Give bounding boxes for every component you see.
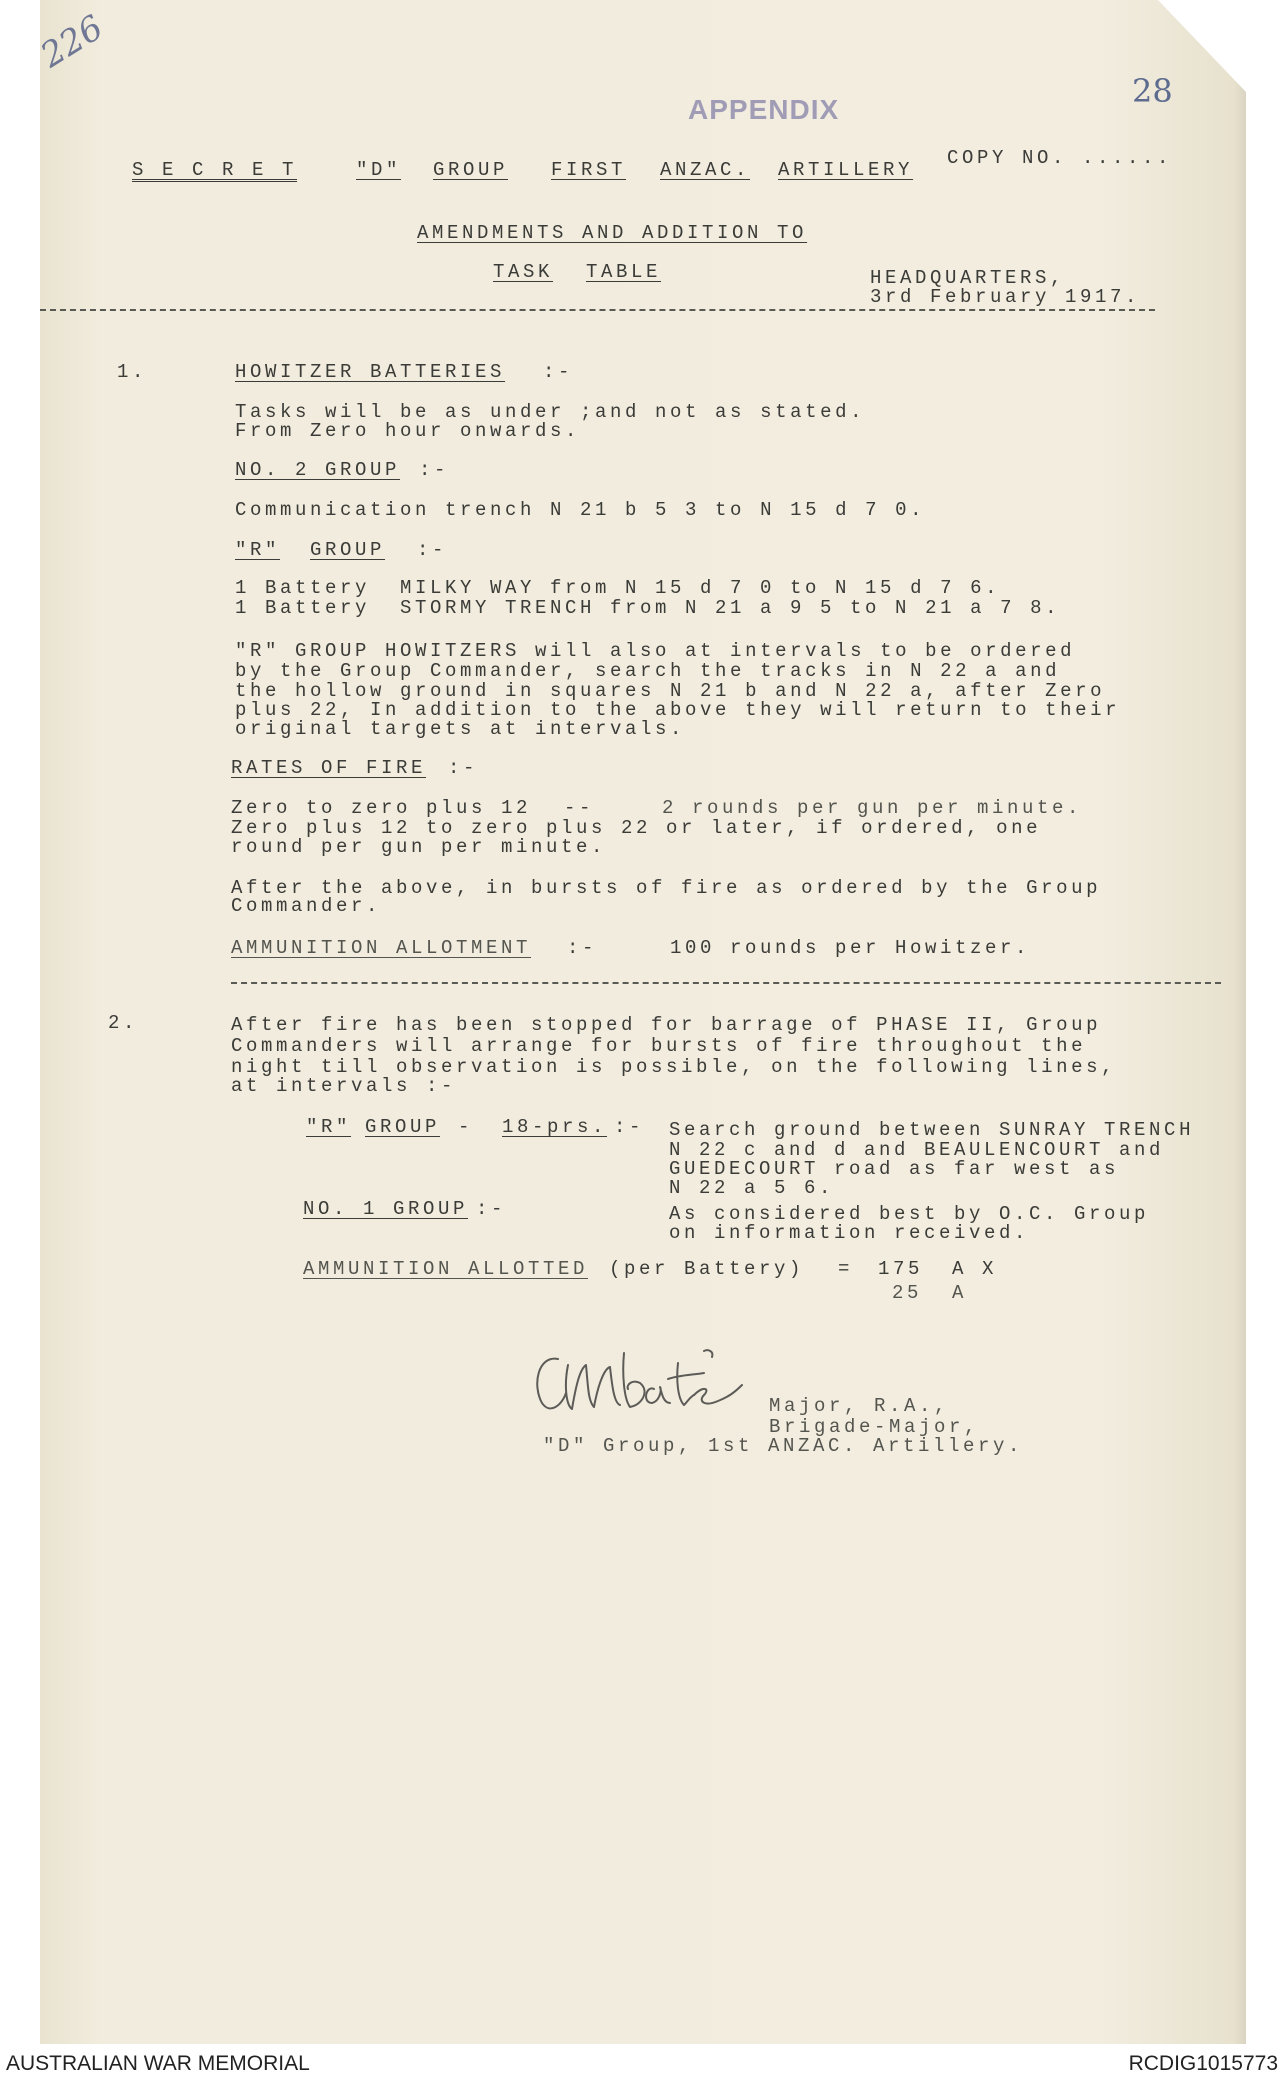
text-line: night till observation is possible, on the following lines, (231, 1056, 1117, 1078)
heading-suffix: :- (448, 757, 479, 779)
section-number: 2. (108, 1012, 139, 1034)
title-word: "D" (356, 159, 402, 181)
group-label: "R" (235, 539, 281, 561)
ammunition-heading: AMMUNITION ALLOTMENT (231, 937, 532, 959)
ammunition-equals: = (838, 1258, 854, 1280)
task-line: Search ground between SUNRAY TRENCH (669, 1119, 1195, 1141)
task-line: GUEDECOURT road as far west as (669, 1158, 1120, 1180)
task-line: N 22 c and d and BEAULENCOURT and (669, 1139, 1165, 1161)
battery-unit: 1 Battery (235, 577, 371, 599)
group-word: GROUP (365, 1116, 441, 1138)
text-line: After fire has been stopped for barrage of PHASE II, Group (231, 1014, 1102, 1036)
ammunition-heading: AMMUNITION ALLOTTED (303, 1258, 589, 1280)
signatory-rank: Major, R.A., (769, 1395, 950, 1417)
signature (528, 1345, 778, 1425)
ammunition-detail: (per Battery) (609, 1258, 805, 1280)
text-line: at intervals :- (231, 1075, 457, 1097)
subtitle-word: TASK (493, 261, 554, 283)
subtitle: AMENDMENTS AND ADDITION TO (417, 222, 808, 244)
ammunition-type: A X (952, 1258, 998, 1280)
headquarters: HEADQUARTERS, (870, 267, 1066, 289)
footer-record-id: RCDIG1015773 (1128, 2052, 1278, 2075)
text-line: Zero to zero plus 12 (231, 797, 532, 819)
heading-suffix: :- (567, 937, 598, 959)
archive-number: 226 (34, 7, 111, 76)
battery-task: MILKY WAY from N 15 d 7 0 to N 15 d 7 6. (400, 577, 1001, 599)
divider (231, 982, 1221, 984)
appendix-stamp: APPENDIX (688, 94, 840, 125)
group-heading: NO. 2 GROUP (235, 459, 401, 481)
ammunition-value: 100 rounds per Howitzer. (670, 937, 1031, 959)
text-line: Commander. (231, 895, 382, 917)
text-line: After the above, in bursts of fire as ordered by the Group (231, 877, 1102, 899)
text-line: 2 rounds per gun per minute. (662, 797, 1083, 819)
ammunition-qty: 175 (878, 1258, 924, 1280)
date: 3rd February 1917. (870, 286, 1141, 308)
text-dash: -- (564, 797, 595, 819)
section-number: 1. (117, 361, 148, 383)
classification: S E C R E T (132, 159, 298, 181)
text-line: round per gun per minute. (231, 836, 607, 858)
text-dash: - (458, 1116, 474, 1138)
text-line: the hollow ground in squares N 21 b and N 22 a, after Zero (235, 680, 1106, 702)
battery-task: STORMY TRENCH from N 21 a 9 5 to N 21 a 7 8. (400, 597, 1061, 619)
text-line: Zero plus 12 to zero plus 22 or later, if ordered, one (231, 817, 1042, 839)
text-line: plus 22, In addition to the above they will return to their (235, 699, 1121, 721)
title-word: ANZAC. (660, 159, 751, 181)
signatory-title: Brigade-Major, (769, 1416, 980, 1438)
page-number: 28 (1132, 72, 1173, 110)
task-line: As considered best by O.C. Group (669, 1203, 1150, 1225)
group-word: GROUP (310, 539, 386, 561)
signatory-unit: "D" Group, 1st ANZAC. Artillery. (543, 1435, 1024, 1457)
text-line: Communication trench N 21 b 5 3 to N 15 d 7 0. (235, 499, 926, 521)
text-line: Tasks will be as under ;and not as stated. (235, 401, 866, 423)
text-line: original targets at intervals. (235, 718, 686, 740)
subtitle-word: TABLE (586, 261, 662, 283)
battery-unit: 1 Battery (235, 597, 371, 619)
title-word: ARTILLERY (778, 159, 914, 181)
heading-suffix: :- (417, 539, 448, 561)
group-heading: NO. 1 GROUP (303, 1198, 469, 1220)
rates-heading: RATES OF FIRE (231, 757, 427, 779)
footer-institution: AUSTRALIAN WAR MEMORIAL (6, 2052, 310, 2075)
heading-suffix: :- (476, 1198, 507, 1220)
copy-number: COPY NO. ...... (947, 147, 1173, 169)
divider (40, 309, 1155, 311)
task-line: N 22 a 5 6. (669, 1177, 835, 1199)
ammunition-qty: 25 (892, 1282, 923, 1304)
ammunition-type: A (952, 1282, 968, 1304)
group-label: "R" (306, 1116, 352, 1138)
heading-suffix: :- (419, 459, 450, 481)
section-heading: HOWITZER BATTERIES (235, 361, 506, 383)
heading-suffix: :- (543, 361, 574, 383)
heading-suffix: :- (614, 1116, 645, 1138)
gun-type: 18-prs. (502, 1116, 608, 1138)
title-word: GROUP (433, 159, 509, 181)
task-line: on information received. (669, 1222, 1030, 1244)
text-line: by the Group Commander, search the tracks in N 22 a and (235, 660, 1061, 682)
title-word: FIRST (551, 159, 627, 181)
text-line: From Zero hour onwards. (235, 420, 581, 442)
text-line: "R" GROUP HOWITZERS will also at intervals to be ordered (235, 640, 1076, 662)
text-line: Commanders will arrange for bursts of fire throughout the (231, 1035, 1087, 1057)
